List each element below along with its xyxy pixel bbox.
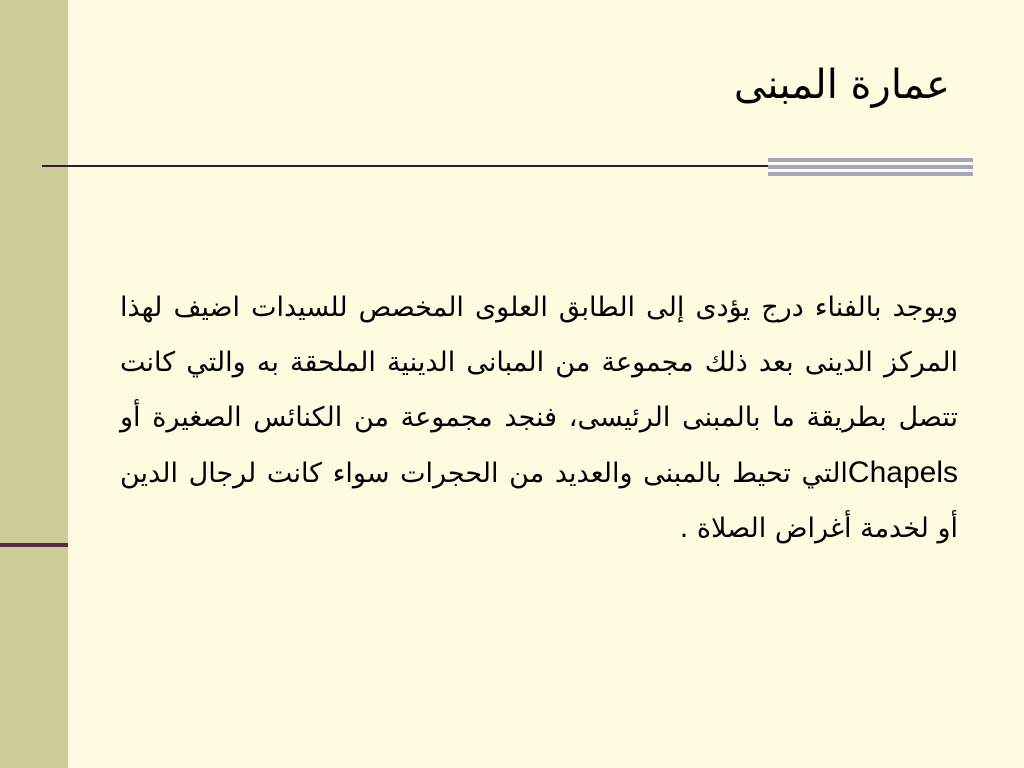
slide-title: عمارة المبنى [733,62,950,108]
title-divider-bars [768,158,973,180]
body-text-part-2: التي تحيط بالمبنى والعديد من الحجرات سواء كانت لرجال الدين أو لخدمة أغراض الصلاة . [120,458,958,544]
left-accent-line [0,543,68,547]
body-text-latin-term: Chapels [847,456,958,489]
body-paragraph [120,280,958,556]
divider-bar [768,165,973,169]
left-decorative-band [0,0,68,768]
body-text-part-1: ويوجد بالفناء درج يؤدى إلى الطابق العلوى المخصص للسيدات اضيف لهذا المركز الدينى بعد ذلك مجموعة من المبانى الدينية الملحقة به والتي كانت تتصل بطريقة ما بالمبنى الرئيسى، فنجد مجموعة من الكنائس الصغيرة أو [120,292,958,433]
divider-bar [768,172,973,176]
divider-bar [768,158,973,162]
